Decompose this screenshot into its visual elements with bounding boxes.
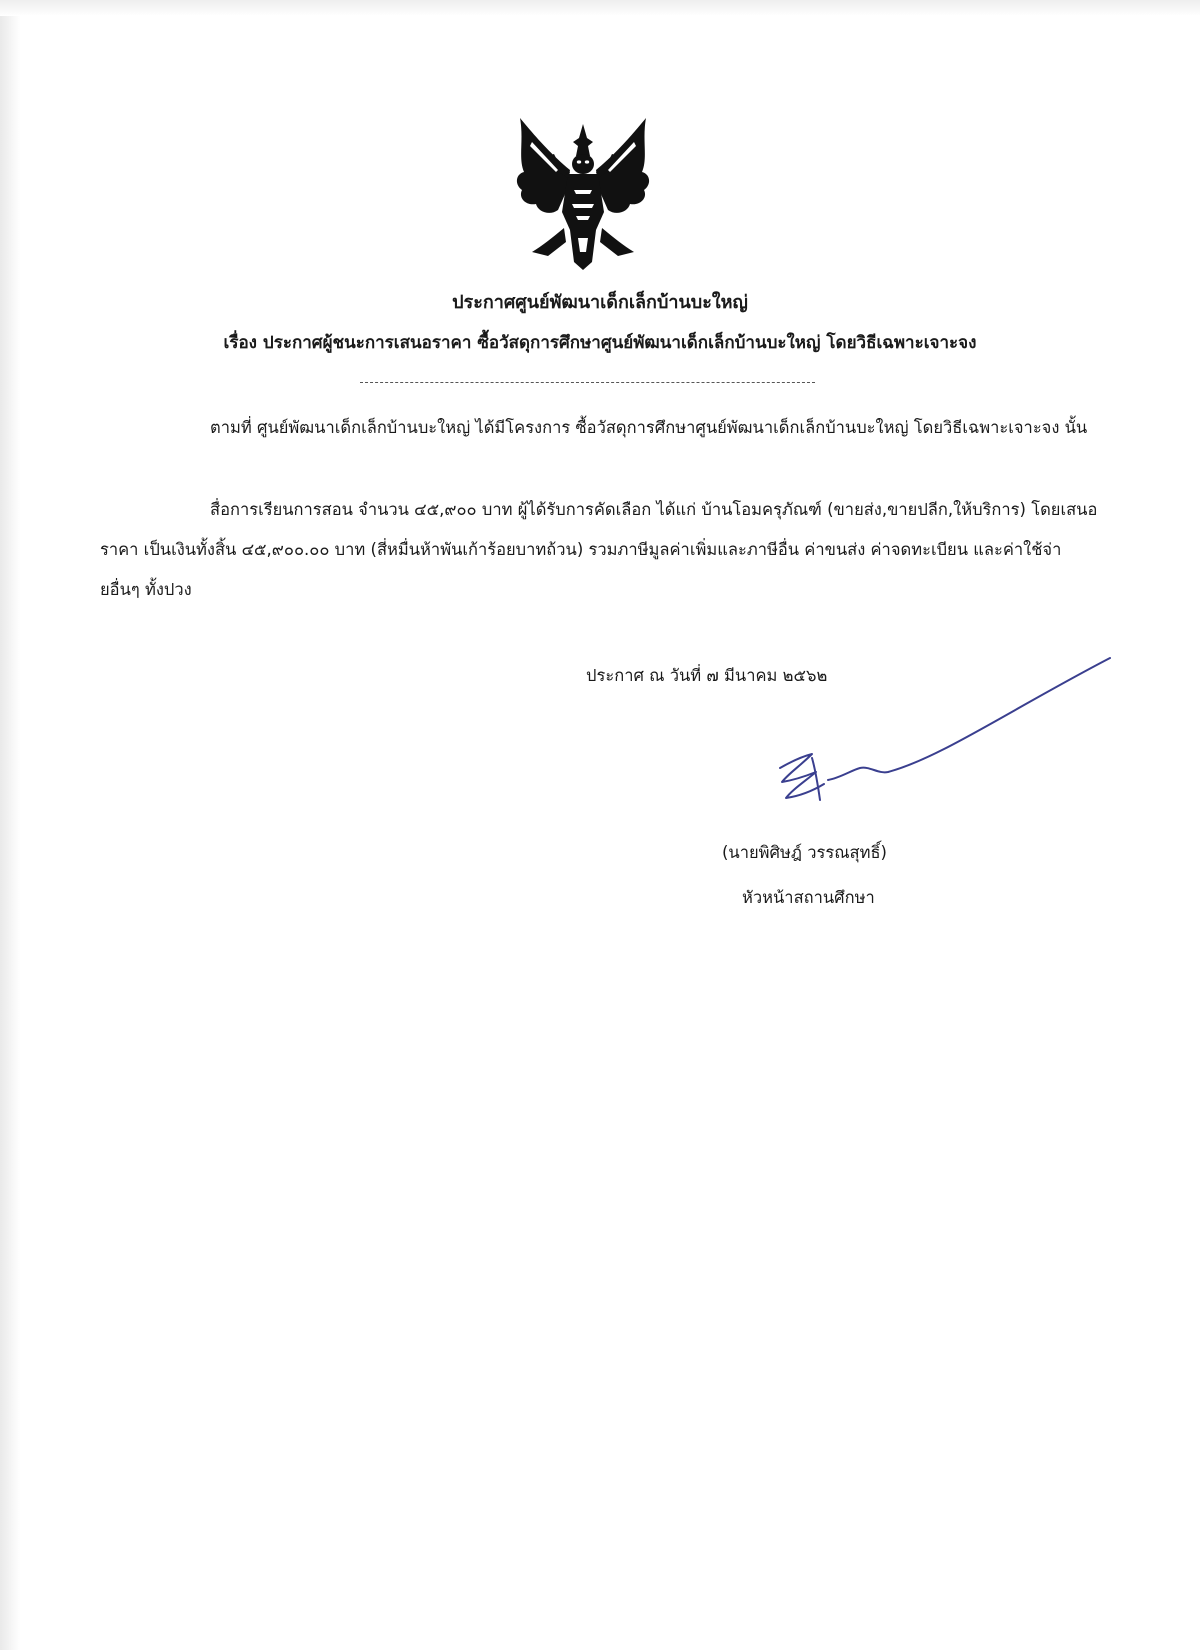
body-paragraph-2 bbox=[100, 490, 1100, 610]
body-paragraph-1 bbox=[100, 408, 1100, 448]
heading-divider bbox=[360, 382, 815, 383]
subject-heading: เรื่อง ประกาศผู้ชนะการเสนอราคา ซื้อวัสดุการศึกษาศูนย์พัฒนาเด็กเล็กบ้านบะใหญ่ โดยวิธีเฉพาะเจาะจง bbox=[223, 333, 977, 353]
garuda-emblem-icon bbox=[508, 112, 658, 272]
handwritten-signature bbox=[770, 650, 1130, 840]
signer-position: หัวหน้าสถานศึกษา bbox=[742, 888, 875, 907]
announcement-date: ประกาศ ณ วันที่ ๗ มีนาคม ๒๕๖๒ bbox=[586, 666, 828, 685]
body-paragraph-2-text: สื่อการเรียนการสอน จำนวน ๔๕,๙๐๐ บาท ผู้ได้รับการคัดเลือก ได้แก่ บ้านโอมครุภัณฑ์ (ขายส่ง,ขายปลีก,ให้บริการ) โดยเสนอราคา เป็นเงินทั้งสิ้น ๔๕,๙๐๐.๐๐ บาท (สี่หมื่นห้าพันเก้าร้อยบาทถ้วน) รวมภาษีมูลค่าเพิ่มและภาษีอื่น ค่าขนส่ง ค่าจดทะเบียน และค่าใช้จ่ายอื่นๆ ทั้งปวง bbox=[100, 500, 1098, 599]
signer-name: (นายพิศิษฎ์ วรรณสุทธิ์) bbox=[722, 843, 887, 862]
organization-heading: ประกาศศูนย์พัฒนาเด็กเล็กบ้านบะใหญ่ bbox=[452, 292, 748, 313]
body-paragraph-1-text: ตามที่ ศูนย์พัฒนาเด็กเล็กบ้านบะใหญ่ ได้มีโครงการ ซื้อวัสดุการศึกษาศูนย์พัฒนาเด็กเล็กบ้านบะใหญ่ โดยวิธีเฉพาะเจาะจง นั้น bbox=[210, 418, 1088, 437]
